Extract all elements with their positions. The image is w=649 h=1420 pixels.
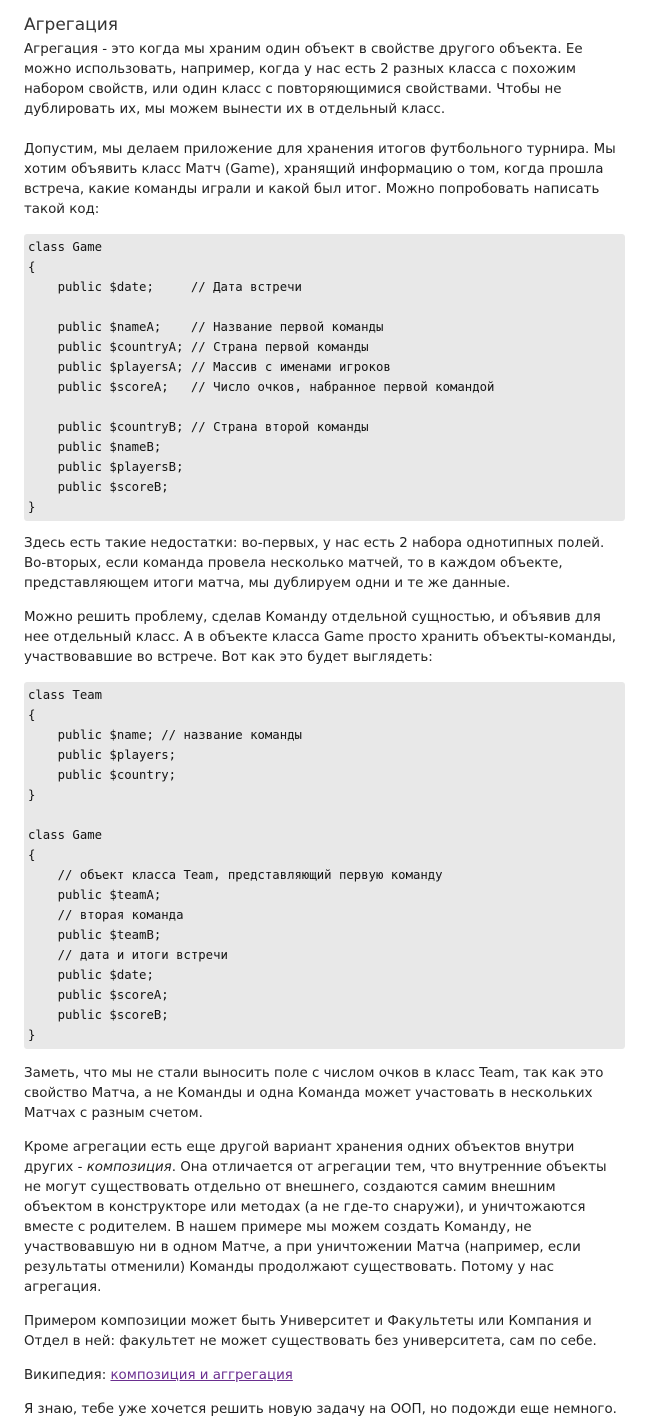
paragraph-score-note: Заметь, что мы не стали выносить поле с числом очков в класс Team, так как это свойство Матча, а не Команды и одна Команда может участовать в нескольких Матчах с разным счетом. <box>24 1066 604 1121</box>
composition-text-before: Кроме агрегации есть еще другой вариант хранения одних объектов внутри других - <box>24 1140 575 1175</box>
section-heading: Агрегация <box>24 15 119 35</box>
paragraph-closing: Я знаю, тебе уже хочется решить новую задачу на ООП, но подожди еще немного. <box>24 1402 617 1417</box>
code-block-team-game: class Team { public $name; // название команды public $players; public $country; } class Game { // объект класса Team, представляющий первую команду public $teamA; // вторая команда public $teamB; // дата и итоги встречи public $date; public $scoreA; public $scoreB; } <box>24 682 625 1049</box>
composition-text-after: . Она отличается от агрегации тем, что внутренние объекты не могут существовать отдельно от внешнего, создаются самим внешним объектом в конструкторе или методах (а не где-то снаружи), и уничтожаются вместе с родителем. В нашем примере мы можем создать Команду, не участвовавшую ни в одном Матче, а при уничтожении Матча (например, если результаты отменили) Команды продолжают существовать. Потому у нас агрегация. <box>24 1160 607 1295</box>
paragraph-drawbacks: Здесь есть такие недостатки: во-первых, у нас есть 2 набора однотипных полей. Во-вторых, если команда провела несколько матчей, то в каждом объекте, представляющем итоги матча, мы дублируем одни и те же данные. <box>24 536 605 591</box>
code-block-game: class Game { public $date; // Дата встречи public $nameA; // Название первой команды public $countryA; // Страна первой команды public $playersA; // Массив с именами игроков public $scoreA; // Число очков, набранное первой командой public $countryB; // Страна второй команды public $nameB; public $playersB; public $scoreB; } <box>24 234 625 521</box>
paragraph-composition-example: Примером композиции может быть Университет и Факультеты или Компания и Отдел в ней: факультет не может существовать без университета, сам по себе. <box>24 1314 597 1349</box>
paragraph-solution: Можно решить проблему, сделав Команду отдельной сущностью, и объявив для нее отдельный класс. А в объекте класса Game просто хранить объекты-команды, участвовавшие во встрече. Вот как это будет выглядеть: <box>24 610 617 665</box>
paragraph-example-setup: Допустим, мы делаем приложение для хранения итогов футбольного турнира. Мы хотим объявить класс Матч (Game), хранящий информацию о том, когда прошла встреча, какие команды играли и какой был итог. Можно попробовать написать такой код: <box>24 142 616 217</box>
wikipedia-link[interactable]: композиция и аггрегация <box>110 1368 293 1383</box>
composition-term: композиция <box>86 1160 172 1175</box>
paragraph-wikipedia <box>24 1366 625 1386</box>
wikipedia-label: Википедия: <box>24 1368 111 1383</box>
paragraph-intro: Агрегация - это когда мы храним один объект в свойстве другого объекта. Ее можно использовать, например, когда у нас есть 2 разных класса с похожим набором свойств, или один класс с повторяющимися свойствами. Чтобы не дублировать их, мы можем вынести их в отдельный класс. <box>24 42 583 117</box>
paragraph-composition <box>24 1138 625 1298</box>
